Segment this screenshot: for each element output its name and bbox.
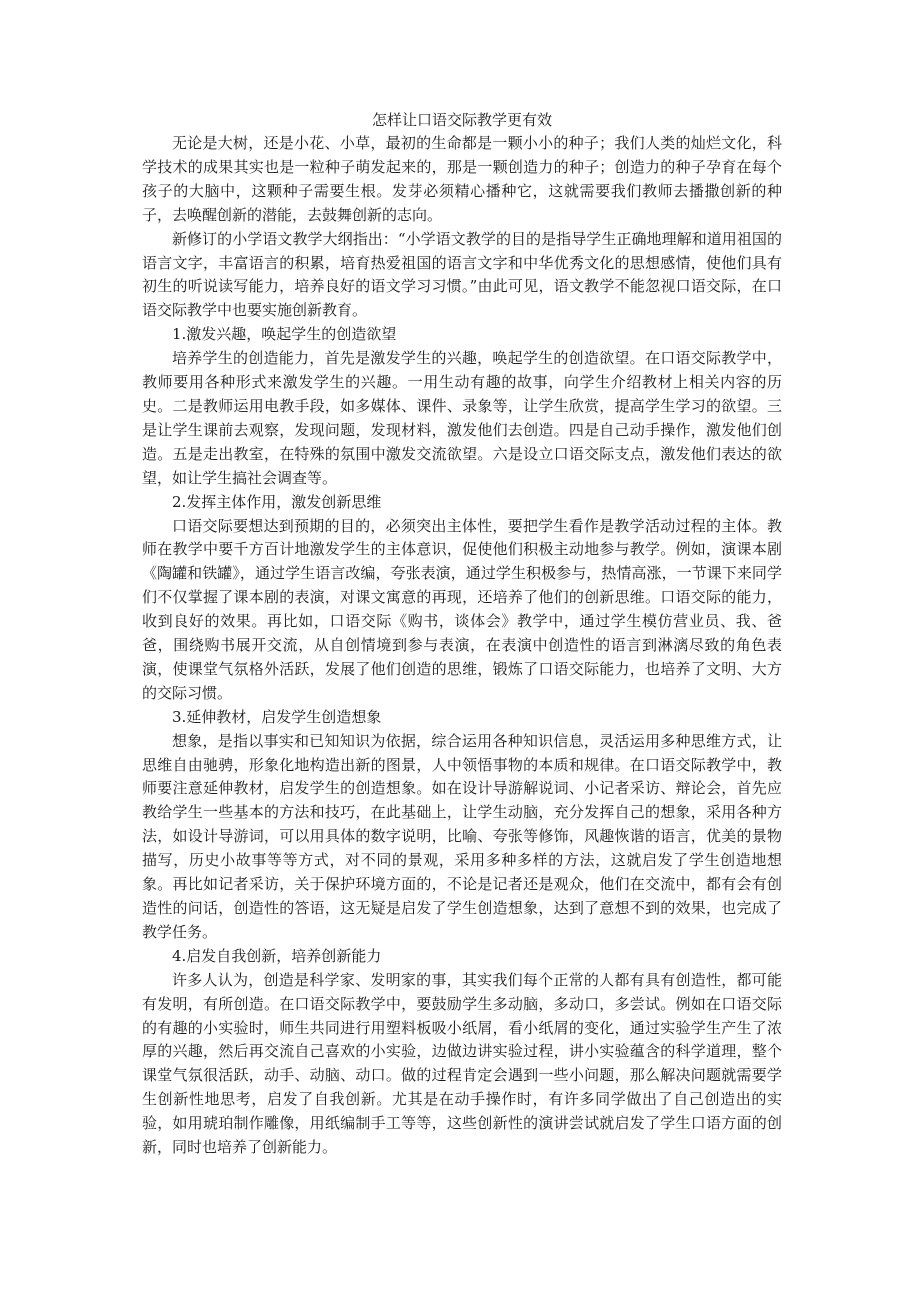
paragraph-section-1: 培养学生的创造能力，首先是激发学生的兴趣，唤起学生的创造欲望。在口语交际教学中，教师要用各种形式来激发学生的兴趣。一用生动有趣的故事，向学生介绍教材上相关内容的历史。二是教师运用电教手段，如多媒体、课件、录象等，让学生欣赏，提高学生学习的欲望。三是让学生课前去观察，发现问题，发现材料，激发他们去创造。四是自己动手操作，激发他们创造。五是走出教室，在特殊的氛围中激发交流欲望。六是设立口语交际支点，激发他们表达的欲望，如让学生搞社会调查等。 [142, 349, 782, 487]
section-heading-4: 4.启发自我创新，培养创新能力 [172, 946, 382, 965]
section-heading-1: 1.激发兴趣，唤起学生的创造欲望 [172, 325, 397, 344]
section-heading-2: 2.发挥主体作用，激发创新思维 [172, 492, 382, 511]
section-heading-3: 3.延伸教材，启发学生创造想象 [172, 707, 382, 726]
paragraph-section-3: 想象，是指以事实和已知知识为依据，综合运用各种知识信息，灵活运用多种思维方式，让思维自由驰骋，形象化地构造出新的图景，人中领悟事物的本质和规律。在口语交际教学中，教师要注意延伸教材，启发学生的创造想象。如在设计导游解说词、小记者采访、辩论会，首先应教给学生一些基本的方法和技巧，在此基础上，让学生动脑，充分发挥自己的想象，采用各种方法，如设计导游词，可以用具体的数字说明，比喻、夸张等修饰，风趣恢谐的语言，优美的景物描写，历史小故事等等方式，对不同的景观，采用多种多样的方法，这就启发了学生创造地想象。再比如记者采访，关于保护环境方面的，不论是记者还是观众，他们在交流中，都有会有创造性的问话，创造性的答语，这无疑是启发了学生创造想象，达到了意想不到的效果，也完成了教学任务。 [142, 731, 782, 941]
paragraph-intro-2: 新修订的小学语文教学大纲指出：“小学语文教学的目的是指导学生正确地理解和道用祖国的语言文字，丰富语言的积累，培育热爱祖国的语言文字和中华优秀文化的思想感情，使他们具有初生的听说读写能力，培养良好的语文学习习惯。”由此可见，语文教学不能忽视口语交际，在口语交际教学中也要实施创新教育。 [142, 229, 782, 320]
document-page [142, 108, 782, 1160]
paragraph-section-2: 口语交际要想达到预期的目的，必须突出主体性，要把学生看作是教学活动过程的主体。教师在教学中要千方百计地激发学生的主体意识，促使他们积极主动地参与教学。例如，演课本剧《陶罐和铁罐》，通过学生语言改编，夸张表演，通过学生积极参与，热情高涨，一节课下来同学们不仅掌握了课本剧的表演，对课文寓意的再现，还培养了他们的创新思维。口语交际的能力，收到良好的效果。再比如，口语交际《购书，谈体会》教学中，通过学生模仿营业员、我、爸爸，围绕购书展开交流，从自创情境到参与表演，在表演中创造性的语言到淋漓尽致的角色表演，使课堂气氛格外活跃，发展了他们创造的思维，锻炼了口语交际能力，也培养了文明、大方的交际习惯。 [142, 516, 782, 702]
document-body [142, 132, 782, 1160]
paragraph-section-4: 许多人认为，创造是科学家、发明家的事，其实我们每个正常的人都有具有创造性，都可能有发明，有所创造。在口语交际教学中，要鼓励学生多动脑，多动口，多尝试。例如在口语交际的有趣的小实验时，师生共同进行用塑料板吸小纸屑，看小纸屑的变化，通过实验学生产生了浓厚的兴趣，然后再交流自己喜欢的小实验，边做边讲实验过程，讲小实验蕴含的科学道理，整个课堂气氛很活跃，动手、动脑、动口。做的过程肯定会遇到一些小问题，那么解决问题就需要学生创新性地思考，启发了自我创新。尤其是在动手操作时，有许多同学做出了自己创造出的实验，如用琥珀制作雕像，用纸编制手工等等，这些创新性的演讲尝试就启发了学生口语方面的创新，同时也培养了创新能力。 [142, 970, 782, 1157]
paragraph-intro-1: 无论是大树，还是小花、小草，最初的生命都是一颗小小的种子；我们人类的灿烂文化，科学技术的成果其实也是一粒种子萌发起来的，那是一颗创造力的种子；创造力的种子孕育在每个孩子的大脑中，这颗种子需要生根。发芽必须精心播种它，这就需要我们教师去播撒创新的种子，去唤醒创新的潜能，去鼓舞创新的志向。 [142, 134, 782, 224]
document-title: 怎样让口语交际教学更有效 [371, 111, 552, 129]
